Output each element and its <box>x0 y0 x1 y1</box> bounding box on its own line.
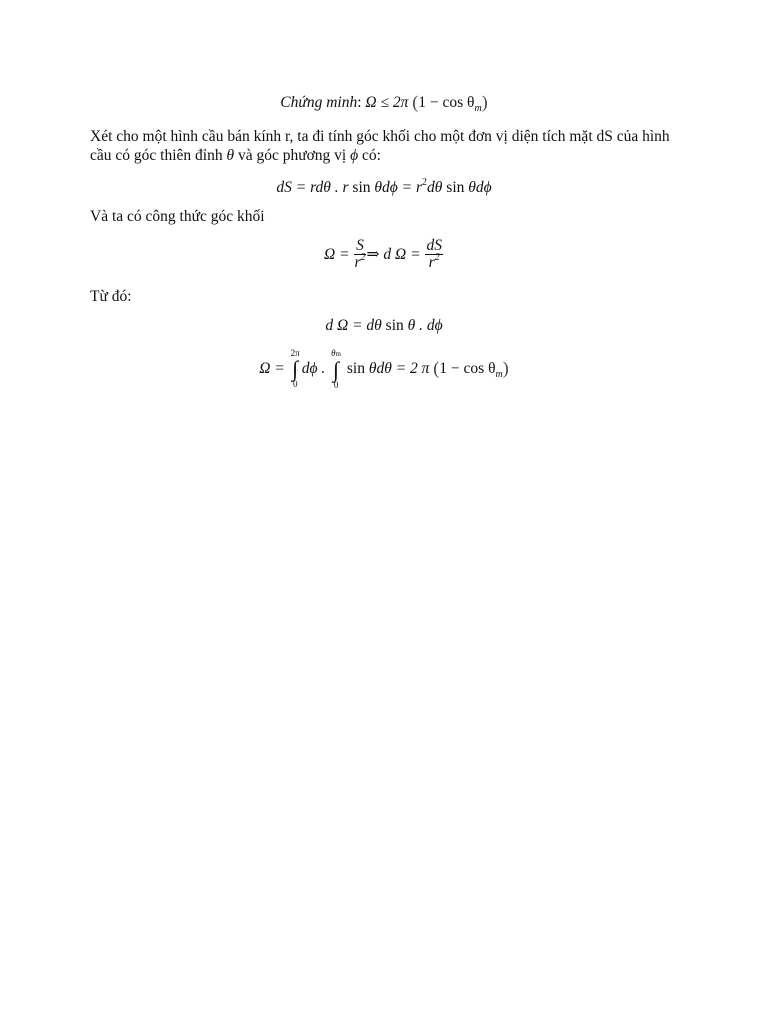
proof-colon: : <box>357 94 366 111</box>
integral-theta <box>331 348 341 391</box>
eq2-mid: d Ω = <box>383 246 421 263</box>
integral1-upper-limit: 2π <box>290 348 300 359</box>
proof-label: Chứng minh <box>280 94 358 111</box>
integral2-upper-base: θ <box>331 347 336 358</box>
eq1-part2: θdϕ = r <box>374 179 423 196</box>
fraction1-den-base: r <box>354 253 361 271</box>
proof-inner: 1 − cos θ <box>418 94 475 111</box>
eq1-sin1: sin <box>348 179 375 196</box>
paragraph-1-line-2 <box>90 146 680 165</box>
eq3-part1: d Ω = dθ <box>325 317 382 334</box>
fraction1-denominator <box>354 251 366 273</box>
eq4-lhs: Ω = <box>259 360 285 377</box>
integral2-upper-sub: m <box>335 349 341 358</box>
paragraph-1-line-1: Xét cho một hình cầu bán kính r, ta đi tính góc khối cho một đơn vị diện tích mặt dS của hình <box>90 128 670 145</box>
eq3-part2: θ . dϕ <box>407 317 443 334</box>
paren-close: ) <box>481 92 488 112</box>
eq1-part3: dθ <box>427 179 443 196</box>
fraction2-denominator <box>425 251 443 273</box>
eq4-subscript: m <box>495 369 503 380</box>
equation-ds <box>0 178 768 199</box>
paragraph-3: Từ đó: <box>90 288 132 305</box>
eq2-lhs: Ω = <box>324 246 350 263</box>
integral-phi <box>291 348 300 390</box>
proof-statement <box>0 93 768 114</box>
proof-subscript: m <box>474 103 482 114</box>
eq4-inner: 1 − cos θ <box>439 360 496 377</box>
integral1-sign: ∫ <box>292 356 299 382</box>
proof-lhs: Ω ≤ 2π <box>365 94 409 111</box>
fraction1-den-exp: 2 <box>360 251 366 263</box>
integral2-sign: ∫ <box>333 356 340 382</box>
theta-symbol: θ <box>226 147 235 164</box>
fraction2-den-exp: 2 <box>434 251 440 263</box>
eq4-sin: sin <box>346 360 369 377</box>
fraction-ds-over-r2 <box>425 238 443 273</box>
integral1-lower-limit: 0 <box>292 379 298 390</box>
paragraph-2: Và ta có công thức góc khối <box>90 208 265 225</box>
eq4-dphi: dϕ . <box>301 360 326 377</box>
integral2-lower-limit: 0 <box>333 379 339 390</box>
fraction-s-over-r2 <box>354 238 365 273</box>
eq4-paren-open: ( <box>433 358 440 378</box>
equation-d-omega <box>0 316 768 335</box>
eq1-part4: θdϕ <box>468 179 492 196</box>
eq1-sin2: sin <box>442 179 469 196</box>
eq4-paren-close: ) <box>502 358 509 378</box>
para1-start: cầu có góc thiên đỉnh <box>90 147 227 164</box>
paren-open: ( <box>412 92 419 112</box>
fraction2-den-base: r <box>428 253 435 271</box>
eq1-exponent: 2 <box>422 177 428 188</box>
eq3-sin: sin <box>381 317 408 334</box>
eq1-part1: dS = rdθ . r <box>276 179 349 196</box>
phi-symbol: ϕ <box>350 147 359 164</box>
equation-integral <box>0 346 768 393</box>
para1-end: có: <box>358 147 381 164</box>
implies-arrow: ⇒ <box>366 246 380 263</box>
fraction2-numerator: dS <box>426 236 442 254</box>
fraction1-numerator: S <box>356 236 364 254</box>
para1-mid: và góc phương vị <box>234 147 351 164</box>
equation-solid-angle <box>0 236 768 274</box>
eq4-tail: θdθ = 2 π <box>368 360 430 377</box>
